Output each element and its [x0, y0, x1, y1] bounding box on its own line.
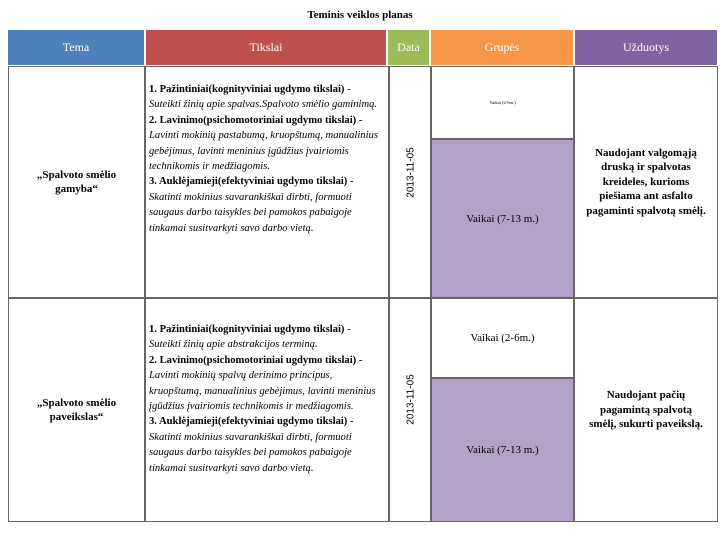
row2-date: 2013-11-05 — [405, 374, 417, 425]
header-grupes-label: Grupės — [484, 40, 520, 54]
row2-goal-1: 1. Pažintiniai(kognityviniai ugdymo tikslai) - Suteikti žinių apie abstrakcijos terminą. — [149, 324, 351, 351]
row1-goal-1: 1. Pažintiniai(kognityviniai ugdymo tikslai) - Suteikti žinių apie spalvas.Spalvoto smėlio gaminimą. — [149, 84, 378, 111]
row1-tema-cell — [8, 66, 145, 298]
row2-task: Naudojant pačių pagamintą spalvotą smėlį, sukurti paveikslą. — [589, 389, 703, 431]
row2-group2-cell — [431, 378, 574, 522]
header-data — [388, 30, 429, 65]
row1-goals-cell — [145, 66, 389, 298]
row2-group2: Vaikai (7-13 m.) — [466, 444, 539, 456]
row1-group1-cell — [431, 66, 574, 139]
row1-goal-3: 3. Auklėjamieji(efektyviniai ugdymo tikslai) - Skatinti mokinius savarankiškai dirbti, formuoti saugaus darbo taisykles bei pamokos pabaigoje tinkamai susitvarkyti savo darbo vietą. — [149, 176, 354, 234]
row2-group1-cell — [431, 298, 574, 378]
row2-date-cell — [389, 298, 431, 522]
page-title: Teminis veiklos planas — [307, 9, 413, 21]
header-tema-label: Tema — [62, 40, 90, 54]
row1-tema: „Spalvoto smėlio gamyba“ — [36, 169, 117, 195]
row2-tema-cell — [8, 298, 145, 522]
row1-group2-cell — [431, 139, 574, 298]
row2-tema: „Spalvoto smėlio paveikslas“ — [36, 397, 117, 423]
row1-task-cell — [574, 66, 718, 298]
header-data-label: Data — [397, 40, 420, 54]
header-tikslai-label: Tikslai — [249, 40, 283, 54]
header-grupes — [431, 30, 573, 65]
row2-goals-cell — [145, 298, 389, 522]
row2-group1: Vaikai (2-6m.) — [470, 332, 535, 344]
header-tema — [8, 30, 144, 65]
header-uzduotys-label: Užduotys — [623, 40, 669, 54]
row2-goal-3: 3. Auklėjamieji(efektyviniai ugdymo tikslai) - Skatinti mokinius savarankiškai dirbti, formuoti saugaus darbo taisykles bei pamokos pabaigoje tinkamai susitvarkyti savo darbo vietą. — [149, 416, 354, 474]
header-tikslai — [146, 30, 386, 65]
row1-group1: Vaikai (2-6m.) — [489, 100, 516, 105]
row1-date-cell — [389, 66, 431, 298]
row2-task-cell — [574, 298, 718, 522]
row2-goal-2: 2. Lavinimo(psichomotoriniai ugdymo tikslai) - Lavinti mokinių spalvų derinimo principus, kruopštumą, manualinius gebėjimus, lavinti meninius įgūdžius įvairiomis technikomis ir medžiagomis. — [149, 354, 376, 413]
row1-task: Naudojant valgomąją druską ir spalvotas kreideles, kurioms piešiama ant asfalto pagaminti spalvotą smėlį. — [586, 146, 706, 217]
row1-goal-2: 2. Lavinimo(psichomotoriniai ugdymo tikslai) - Lavinti mokinių pastabumą, kruopštumą, manualinius gebėjimus, lavinti meninius įgūdžius įvairiomis technikomis ir medžiagomis. — [149, 114, 378, 173]
row1-group2: Vaikai (7-13 m.) — [466, 212, 539, 225]
header-uzduotys — [575, 30, 717, 65]
row1-date: 2013-11-05 — [405, 147, 417, 198]
